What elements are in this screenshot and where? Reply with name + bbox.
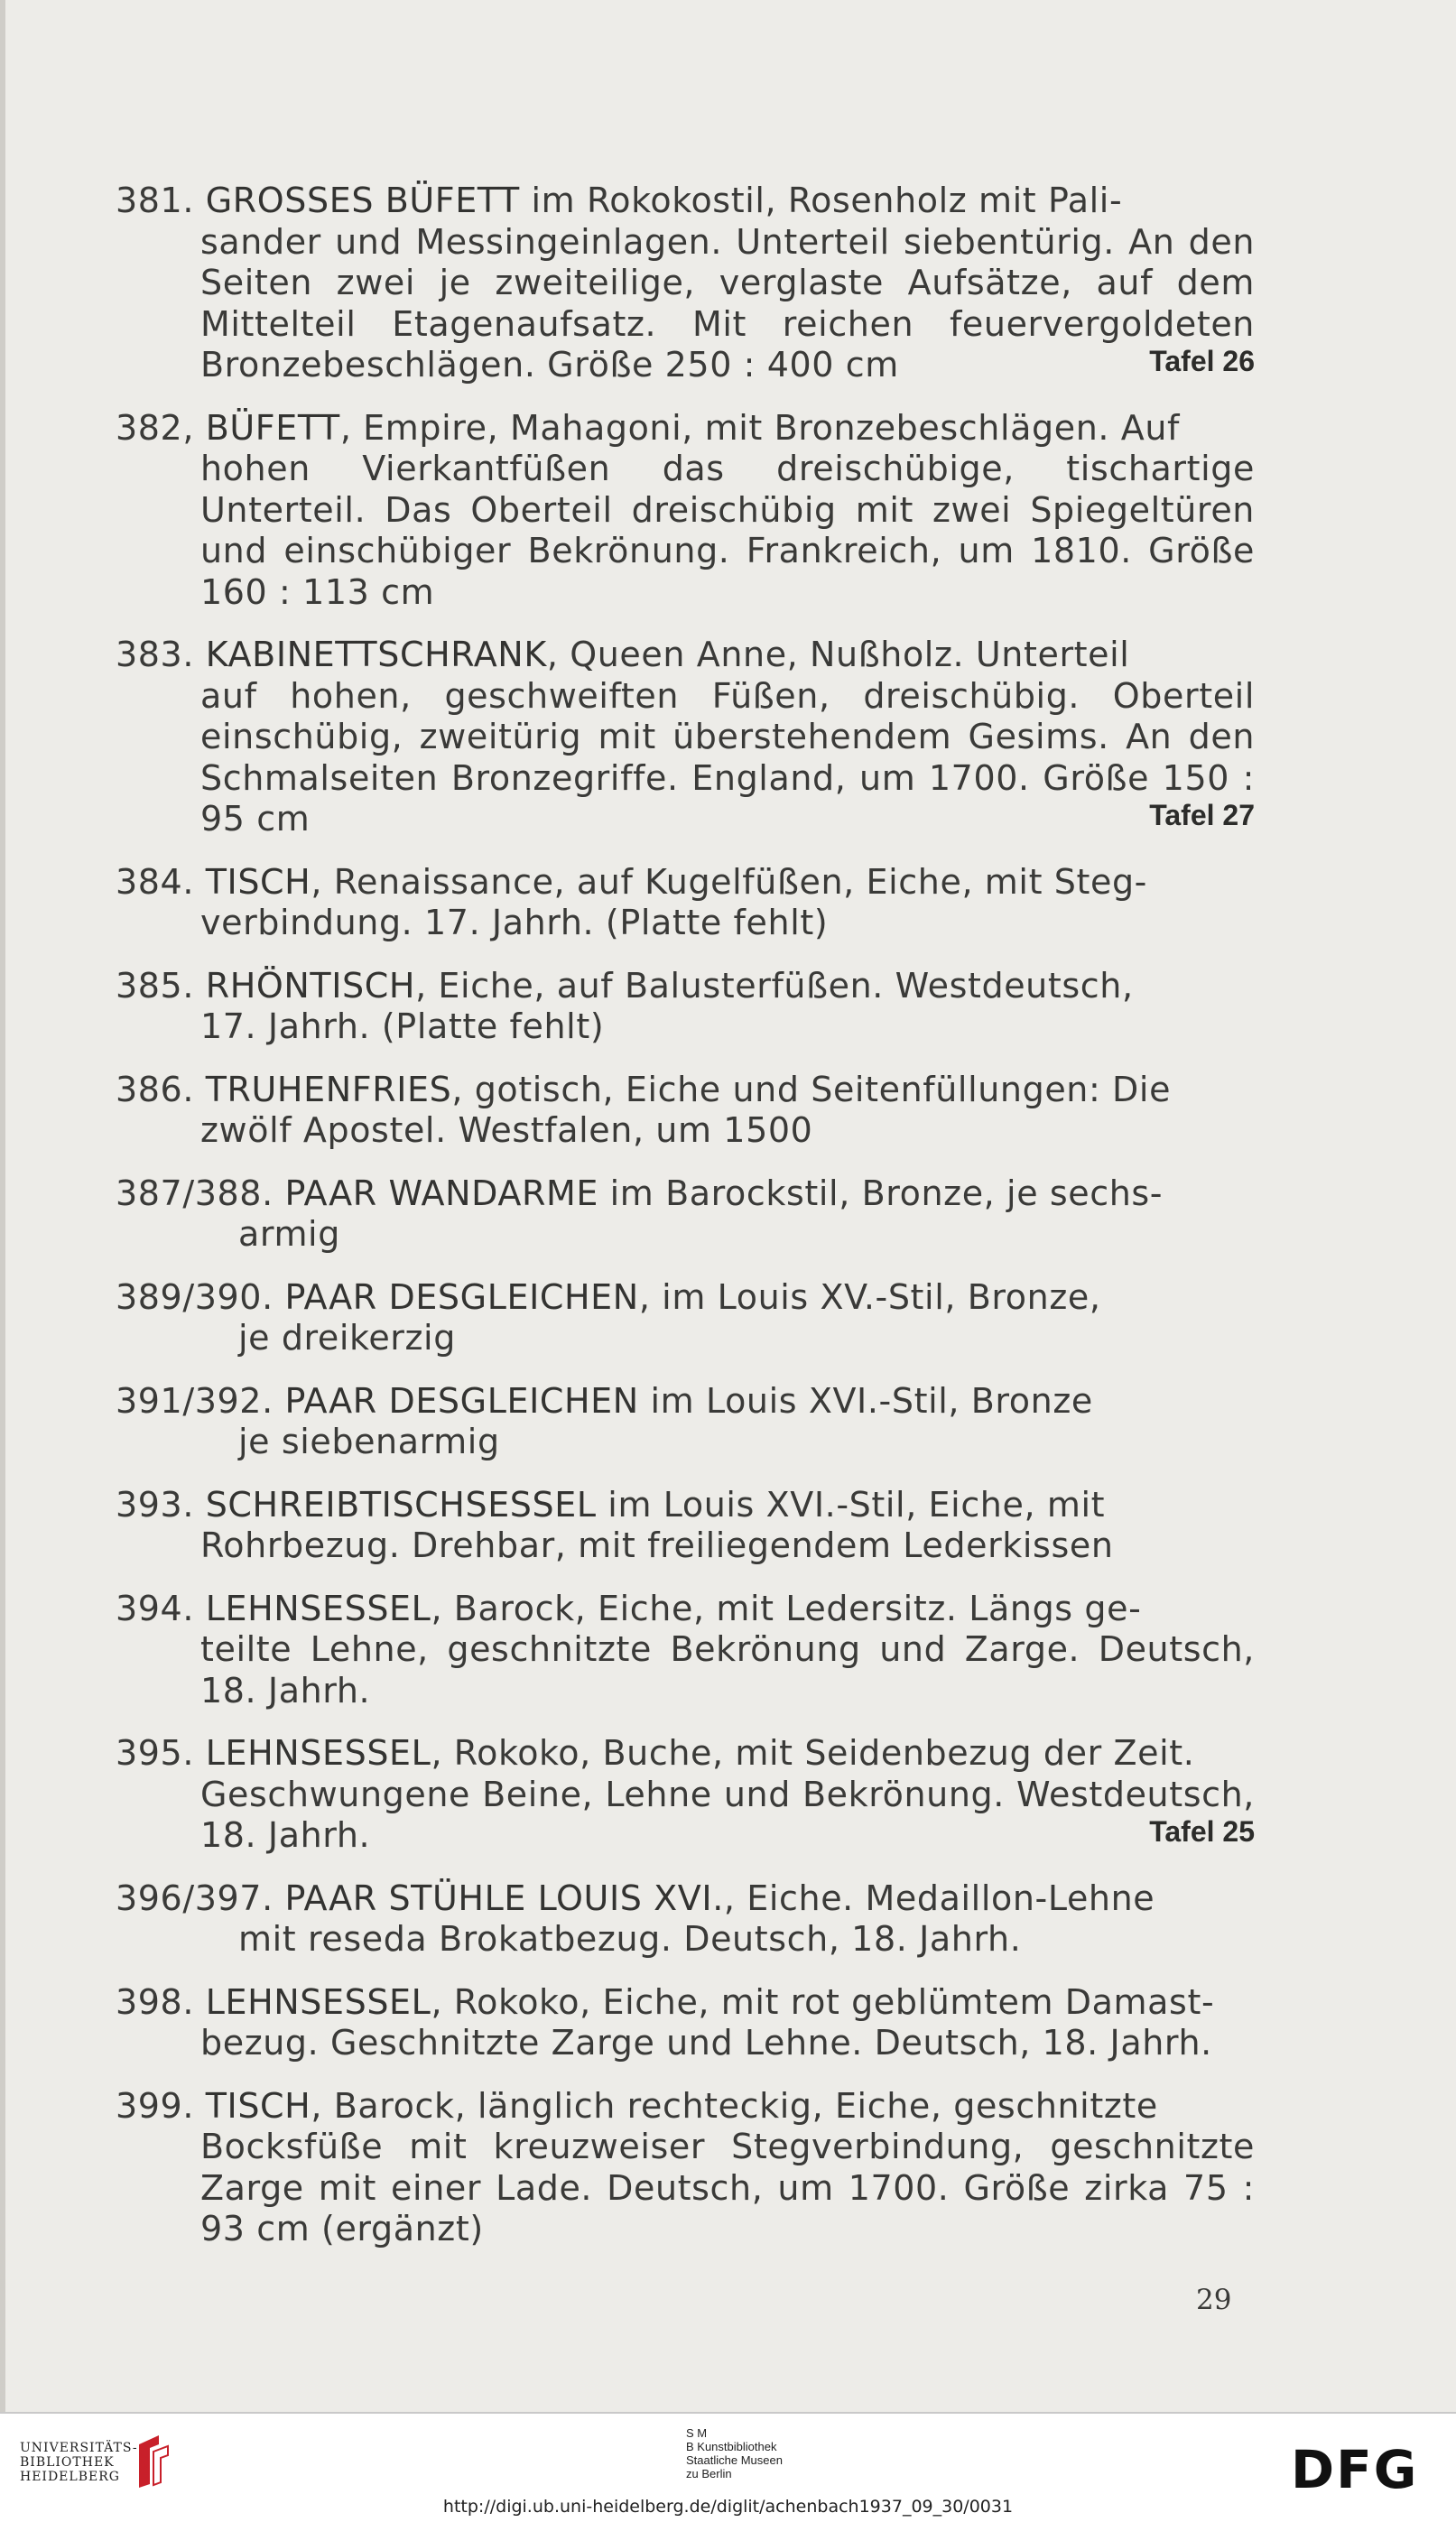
entry-description: sander und Messingeinlagen. Unterteil siebentürig. An den Seiten zwei je zweiteilige, verglaste Aufsätze, auf dem Mittelteil Etagenaufsatz. Mit reichen feuervergoldeten Bronzebeschlägen. Größe 250 : 400 cm <box>200 221 1255 385</box>
entry-first-line <box>116 1589 1255 1630</box>
catalogue-entry <box>116 1589 1255 1712</box>
entry-number: 398. <box>116 1981 195 2022</box>
entry-description-start: , Rokoko, Buche, mit Seidenbezug der Zeit. <box>431 1733 1195 1773</box>
entry-description-start: im Barockstil, Bronze, je sechs- <box>598 1173 1164 1213</box>
entry-title: TISCH <box>205 2085 311 2126</box>
university-library-logo[interactable] <box>20 2441 138 2484</box>
catalogue-entry <box>116 635 1255 840</box>
entry-number: 389/390. <box>116 1276 274 1317</box>
entry-title: TRUHENFRIES <box>205 1069 452 1109</box>
catalogue-entry <box>116 862 1255 944</box>
catalogue-entry <box>116 1733 1255 1857</box>
catalogue-entry <box>116 1381 1255 1463</box>
entry-description-start: im Louis XVI.-Stil, Eiche, mit <box>596 1484 1106 1525</box>
smb-line4: zu Berlin <box>686 2467 732 2480</box>
entry-description: bezug. Geschnitzte Zarge und Lehne. Deutsch, 18. Jahrh. <box>200 2023 1212 2063</box>
smb-kunstbibliothek-logo[interactable] <box>686 2426 783 2480</box>
entry-description: armig <box>238 1214 340 1254</box>
entry-first-line <box>116 1878 1255 1920</box>
entry-description-start: , im Louis XV.-Stil, Bronze, <box>638 1276 1101 1317</box>
scan-edge <box>0 0 5 2412</box>
entry-description-start: , Empire, Mahagoni, mit Bronzebeschlägen. Auf <box>339 407 1180 448</box>
dfg-logo[interactable]: DFG <box>1291 2439 1419 2500</box>
entry-first-line <box>116 966 1255 1007</box>
plate-reference: Tafel 26 <box>1149 345 1255 377</box>
entry-description: Geschwungene Beine, Lehne und Bekrönung. Westdeutsch, 18. Jahrh. <box>200 1774 1255 1855</box>
uni-logo-line3: HEIDELBERG <box>20 2470 120 2484</box>
entry-title: LEHNSESSEL <box>205 1733 431 1773</box>
smb-line3: Staatliche Museen <box>686 2453 783 2467</box>
entry-first-line <box>116 2086 1255 2128</box>
entry-description: zwölf Apostel. Westfalen, um 1500 <box>200 1110 813 1150</box>
catalogue-entry <box>116 2086 1255 2250</box>
catalogue-entry <box>116 181 1255 386</box>
entry-number: 384. <box>116 861 195 902</box>
entry-title: TISCH <box>205 861 311 902</box>
permalink-url[interactable]: http://digi.ub.uni-heidelberg.de/diglit/achenbach1937_09_30/0031 <box>442 2497 1014 2517</box>
entry-description: auf hohen, geschweiften Füßen, dreischübig. Oberteil einschübig, zweitürig mit überstehendem Gesims. An den Schmalseiten Bronzegriffe. England, um 1700. Größe 150 : 95 cm <box>200 675 1255 839</box>
footer-bar <box>0 2412 1456 2522</box>
entry-number: 383. <box>116 635 195 674</box>
entry-title: RHÖNTISCH <box>205 965 416 1006</box>
entry-description-start: , Barock, Eiche, mit Ledersitz. Längs ge- <box>431 1588 1142 1628</box>
entry-first-line <box>116 1070 1255 1111</box>
entry-number: 382, <box>116 407 195 448</box>
entry-description: je dreikerzig <box>238 1318 456 1358</box>
entry-number: 394. <box>116 1588 195 1628</box>
catalogue-entry <box>116 1173 1255 1256</box>
entry-first-line <box>116 862 1255 904</box>
entry-number: 396/397. <box>116 1878 274 1918</box>
catalogue-entry <box>116 1982 1255 2064</box>
entry-number: 399. <box>116 2085 195 2126</box>
entry-description-start: , Barock, länglich rechteckig, Eiche, geschnitzte <box>311 2085 1158 2126</box>
entry-first-line <box>116 1982 1255 2024</box>
entry-description: teilte Lehne, geschnitzte Bekrönung und Zarge. Deutsch, 18. Jahrh. <box>200 1629 1255 1711</box>
catalogue-entry <box>116 1878 1255 1961</box>
entry-title: PAAR WANDARME <box>284 1173 598 1213</box>
entry-description-start: im Louis XVI.-Stil, Bronze <box>638 1380 1093 1421</box>
entry-description: verbindung. 17. Jahrh. (Platte fehlt) <box>200 903 829 942</box>
entry-number: 387/388. <box>116 1173 274 1213</box>
entry-number: 395. <box>116 1733 195 1773</box>
uni-logo-line1: UNIVERSITÄTS- <box>20 2441 138 2455</box>
entry-description: hohen Vierkantfüßen das dreischübige, tischartige Unterteil. Das Oberteil dreischübig mit zwei Spiegeltüren und einschübiger Bekrönung. Frankreich, um 1810. Größe 160 : 113 cm <box>200 449 1255 612</box>
entry-first-line <box>116 1173 1255 1215</box>
entry-title: LEHNSESSEL <box>205 1981 431 2022</box>
entry-first-line <box>116 181 1255 222</box>
entry-title: SCHREIBTISCHSESSEL <box>205 1484 597 1525</box>
entry-description: je siebenarmig <box>238 1422 500 1461</box>
entry-number: 385. <box>116 965 195 1006</box>
entry-title: PAAR DESGLEICHEN <box>284 1380 639 1421</box>
plate-reference: Tafel 27 <box>1149 799 1255 831</box>
entry-title: GROSSES BÜFETT <box>205 181 520 220</box>
uni-logo-line2: BIBLIOTHEK <box>20 2455 115 2470</box>
entry-first-line <box>116 1485 1255 1526</box>
uni-heidelberg-mark-icon <box>132 2432 173 2490</box>
entry-number: 381. <box>116 181 195 220</box>
entry-description-start: , gotisch, Eiche und Seitenfüllungen: Die <box>451 1069 1172 1109</box>
smb-line1: S M <box>686 2426 708 2440</box>
catalogue-entry <box>116 1277 1255 1359</box>
catalogue-entry <box>116 1485 1255 1567</box>
entry-description: Rohrbezug. Drehbar, mit freiliegendem Lederkissen <box>200 1525 1114 1565</box>
entry-title: PAAR DESGLEICHEN <box>284 1276 639 1317</box>
entry-number: 391/392. <box>116 1380 274 1421</box>
entry-first-line <box>116 1277 1255 1319</box>
plate-reference: Tafel 25 <box>1149 1815 1255 1848</box>
entry-first-line <box>116 1733 1255 1775</box>
entry-first-line <box>116 635 1255 676</box>
catalogue-entry <box>116 408 1255 614</box>
page-number: 29 <box>1196 2284 1232 2316</box>
entry-description-start: , Renaissance, auf Kugelfüßen, Eiche, mit Steg- <box>311 861 1147 902</box>
entry-title: KABINETTSCHRANK <box>205 635 547 674</box>
entry-description: 17. Jahrh. (Platte fehlt) <box>200 1006 605 1046</box>
entry-description-start: , Rokoko, Eiche, mit rot geblümtem Damast- <box>431 1981 1215 2022</box>
entry-number: 386. <box>116 1069 195 1109</box>
entry-title: PAAR STÜHLE LOUIS XVI. <box>284 1878 724 1918</box>
entry-title: LEHNSESSEL <box>205 1588 431 1628</box>
entry-description-start: , Queen Anne, Nußholz. Unterteil <box>546 635 1130 674</box>
smb-line2: B Kunstbibliothek <box>686 2440 777 2453</box>
entry-first-line <box>116 408 1255 450</box>
entry-description-start: , Eiche, auf Balusterfüßen. Westdeutsch, <box>415 965 1134 1006</box>
entry-description-start: , Eiche. Medaillon-Lehne <box>723 1878 1155 1918</box>
entry-description-start: im Rokokostil, Rosenholz mit Pali- <box>519 181 1123 220</box>
entry-title: BÜFETT <box>205 407 340 448</box>
catalogue-entries <box>116 181 1255 2272</box>
entry-number: 393. <box>116 1484 195 1525</box>
entry-description: mit reseda Brokatbezug. Deutsch, 18. Jahrh. <box>238 1919 1022 1959</box>
catalogue-entry <box>116 1070 1255 1152</box>
catalogue-entry <box>116 966 1255 1048</box>
entry-first-line <box>116 1381 1255 1423</box>
entry-description: Bocksfüße mit kreuzweiser Stegverbindung, geschnitzte Zarge mit einer Lade. Deutsch, um 1700. Größe zirka 75 : 93 cm (ergänzt) <box>200 2127 1255 2248</box>
